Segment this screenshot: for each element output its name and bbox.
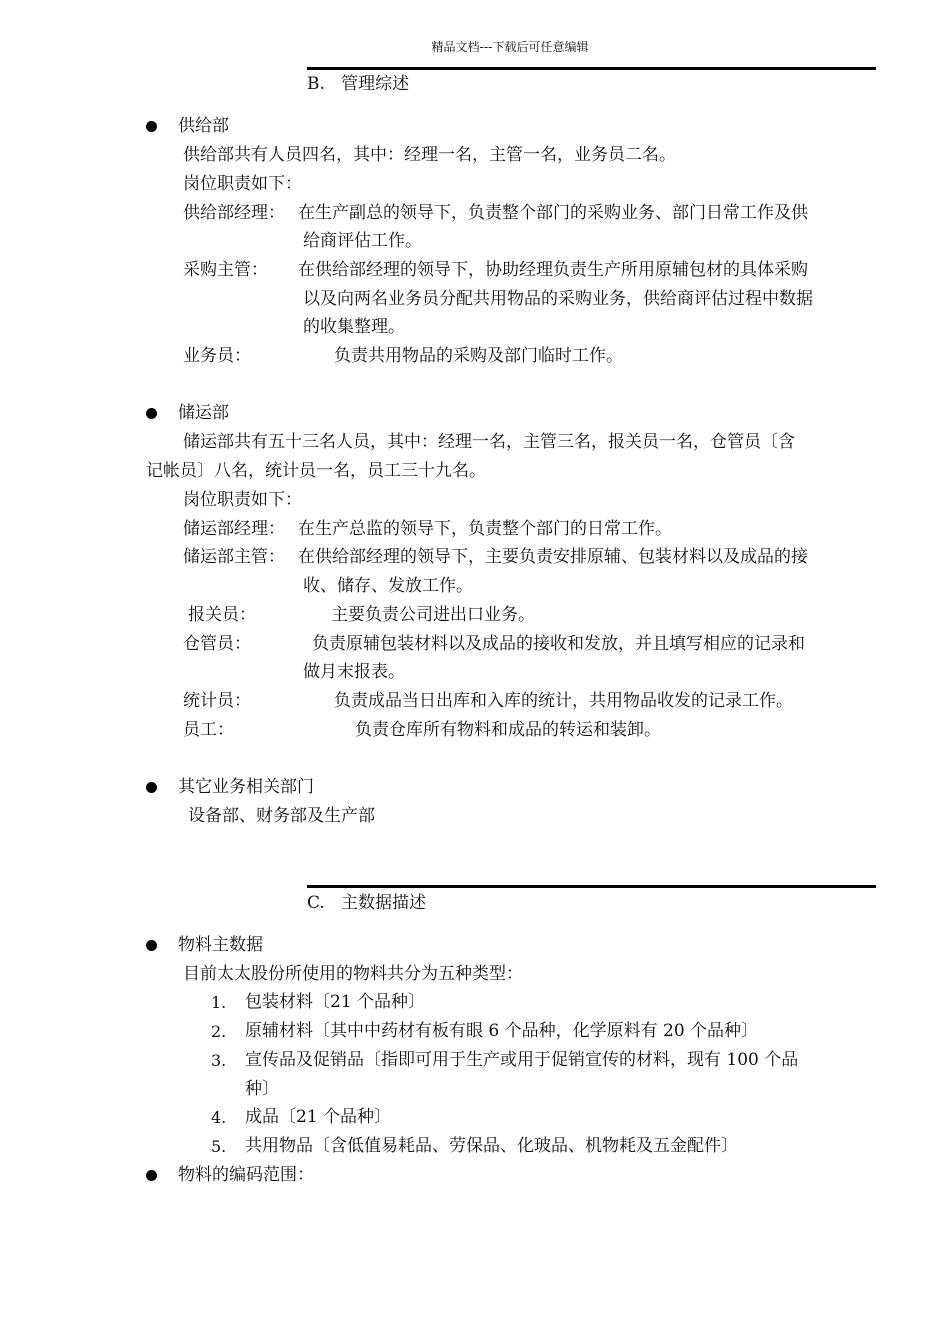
supply-intro: 供给部共有人员四名，其中：经理一名，主管一名，业务员二名。 <box>183 145 676 165</box>
section-c-title: C. 主数据描述 <box>307 893 427 913</box>
warehouse-text: 负责原辅包装材料以及成品的接收和发放，并且填写相应的记录和 <box>312 634 805 654</box>
purchasing-text: 在供给部经理的领导下，协助经理负责生产所用原辅包材的具体采购 <box>298 260 808 280</box>
supply-heading: 供给部 <box>178 116 229 136</box>
list-item: 宣传品及促销品〔指即可用于生产或用于促销宣传的材料，现有 100 个品 <box>245 1050 799 1070</box>
material-intro: 目前太太股份所使用的物料共分为五种类型： <box>183 964 523 984</box>
stats-label: 统计员： <box>183 691 251 711</box>
list-item-number: 5. <box>211 1137 227 1156</box>
stats-text: 负责成品当日出库和入库的统计，共用物品收发的记录工作。 <box>334 691 793 711</box>
supply-manager-label: 供给部经理： <box>183 203 285 223</box>
list-item: 原辅材料〔其中中药材有板有眼 6 个品种，化学原料有 20 个品种〕 <box>245 1021 759 1041</box>
storage-manager-text: 在生产总监的领导下，负责整个部门的日常工作。 <box>298 519 672 539</box>
list-item-number: 3. <box>211 1051 227 1070</box>
list-item-number: 4. <box>211 1108 227 1127</box>
storage-manager-label: 储运部经理： <box>183 519 285 539</box>
staff-label: 员工： <box>183 720 234 740</box>
material-heading: 物料主数据 <box>178 935 263 955</box>
supply-manager-text: 给商评估工作。 <box>303 231 422 251</box>
list-item: 种〕 <box>245 1079 279 1099</box>
supply-duties-label: 岗位职责如下： <box>183 174 302 194</box>
storage-intro: 记帐员〕八名，统计员一名，员工三十九名。 <box>146 461 486 481</box>
list-item-number: 1. <box>211 993 227 1012</box>
list-item: 包装材料〔21 个品种〕 <box>245 992 426 1012</box>
purchasing-label: 采购主管： <box>183 260 268 280</box>
section-b-title: B. 管理综述 <box>307 74 410 94</box>
document-header: 精品文档---下载后可任意编辑 <box>431 40 589 54</box>
bullet-icon <box>146 121 157 132</box>
storage-intro: 储运部共有五十三名人员，其中：经理一名，主管三名，报关员一名，仓管员〔含 <box>183 432 795 452</box>
bullet-icon <box>146 782 157 793</box>
staff-text: 负责仓库所有物料和成品的转运和装卸。 <box>355 720 661 740</box>
storage-duties-label: 岗位职责如下： <box>183 490 302 510</box>
purchasing-text: 以及向两名业务员分配共用物品的采购业务，供给商评估过程中数据 <box>303 289 813 309</box>
warehouse-label: 仓管员： <box>183 634 251 654</box>
supply-manager-text: 在生产副总的领导下，负责整个部门的采购业务、部门日常工作及供 <box>298 203 808 223</box>
other-text: 设备部、财务部及生产部 <box>188 806 375 826</box>
bullet-icon <box>146 940 157 951</box>
storage-supervisor-text: 在供给部经理的领导下，主要负责安排原辅、包装材料以及成品的接 <box>298 547 808 567</box>
storage-supervisor-text: 收、储存、发放工作。 <box>303 576 473 596</box>
section-rule <box>307 67 876 70</box>
list-item-number: 2. <box>211 1022 227 1041</box>
bullet-icon <box>146 408 157 419</box>
section-rule <box>307 885 876 888</box>
warehouse-text: 做月末报表。 <box>303 662 405 682</box>
bullet-icon <box>146 1170 157 1181</box>
list-item: 成品〔21 个品种〕 <box>245 1107 392 1127</box>
coding-heading: 物料的编码范围： <box>178 1165 314 1185</box>
clerk-label: 业务员： <box>183 346 251 366</box>
storage-supervisor-label: 储运部主管： <box>183 547 285 567</box>
storage-heading: 储运部 <box>178 403 229 423</box>
other-heading: 其它业务相关部门 <box>178 777 314 797</box>
purchasing-text: 的收集整理。 <box>303 317 405 337</box>
customs-text: 主要负责公司进出口业务。 <box>331 605 535 625</box>
clerk-text: 负责共用物品的采购及部门临时工作。 <box>334 346 623 366</box>
customs-label: 报关员： <box>188 605 256 625</box>
list-item: 共用物品〔含低值易耗品、劳保品、化玻品、机物耗及五金配件〕 <box>245 1136 738 1156</box>
